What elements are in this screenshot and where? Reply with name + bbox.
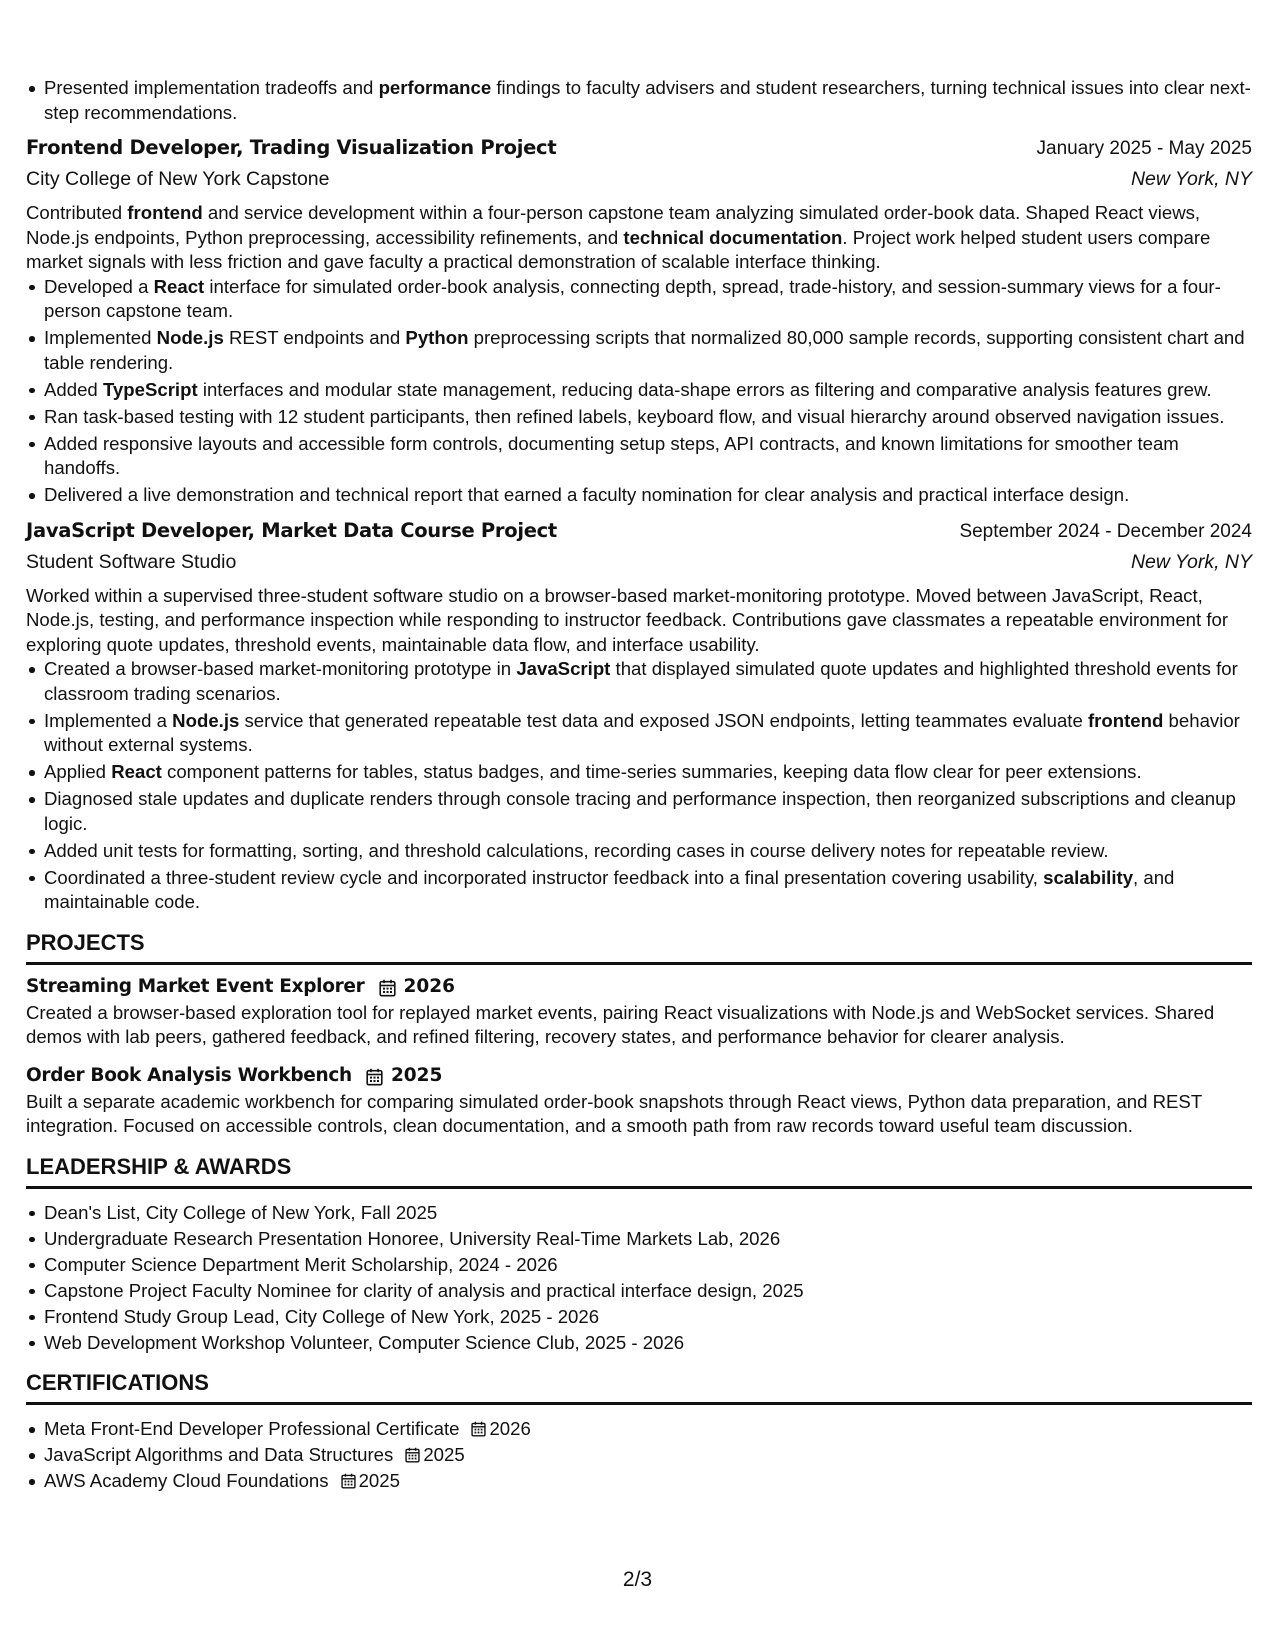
list-item: Delivered a live demonstration and technical report that earned a faculty nomination for clear analysis and practical interface design. [44, 483, 1252, 508]
certification-name: Meta Front-End Developer Professional Certificate [44, 1418, 460, 1439]
job-summary: Worked within a supervised three-student software studio on a browser-based market-monitoring prototype. Moved between JavaScript, React, Node.js, testing, and performance inspection while responding to instructor feedback. Contributions gave classmates a repeatable environment for exploring quote updates, threshold events, maintainable data flow, and interface usability. [26, 584, 1229, 655]
job-dates: September 2024 - December 2024 [959, 520, 1252, 542]
job-title: JavaScript Developer, Market Data Course Project [26, 518, 557, 542]
experience-entry [26, 136, 1252, 508]
calendar-icon [379, 979, 396, 997]
project-description: Created a browser-based exploration tool for replayed market events, pairing React visualizations with Node.js and WebSocket services. Shared demos with lab peers, gathered feedback, and refined filtering, recovery states, and performance behavior for clearer analysis. [26, 1001, 1215, 1047]
list-item: Added responsive layouts and accessible form controls, documenting setup steps, API contracts, and known limitations for smoother team handoffs. [44, 432, 1252, 481]
section-heading-projects: PROJECTS [26, 931, 1252, 965]
previous-job-bullets [26, 76, 1252, 125]
project-year: 2026 [403, 976, 456, 998]
list-item [44, 1469, 1252, 1494]
list-item: Created a browser-based market-monitoring prototype in JavaScript that displayed simulated quote updates and highlighted threshold events for classroom trading scenarios. [44, 657, 1252, 706]
job-location: New York, NY [1130, 168, 1252, 190]
list-item: Applied React component patterns for tables, status badges, and time-series summaries, keeping data flow clear for peer extensions. [44, 760, 1252, 785]
list-item: Undergraduate Research Presentation Honoree, University Real-Time Markets Lab, 2026 [44, 1227, 1252, 1252]
job-dates: January 2025 - May 2025 [1036, 138, 1252, 159]
job-location: New York, NY [1130, 550, 1252, 573]
list-item: Developed a React interface for simulated order-book analysis, connecting depth, spread, trade-history, and session-summary views for a four-person capstone team. [44, 275, 1252, 324]
calendar-icon [366, 1068, 383, 1086]
list-item: Coordinated a three-student review cycle and incorporated instructor feedback into a final presentation covering usability, scalability, and maintainable code. [44, 866, 1252, 915]
job-organization: Student Software Studio [26, 550, 237, 573]
calendar-icon [405, 1447, 420, 1463]
certification-year: 2026 [489, 1418, 531, 1439]
list-item: Dean's List, City College of New York, Fall 2025 [44, 1201, 1252, 1226]
project-entry [26, 975, 1252, 1050]
calendar-icon [341, 1473, 356, 1489]
list-item: Frontend Study Group Lead, City College of New York, 2025 - 2026 [44, 1305, 1252, 1330]
job-bullets [26, 275, 1252, 508]
list-item: Ran task-based testing with 12 student participants, then refined labels, keyboard flow, and visual hierarchy around observed navigation issues. [44, 405, 1252, 430]
list-item: Added TypeScript interfaces and modular state management, reducing data-shape errors as filtering and comparative analysis features grew. [44, 378, 1252, 403]
leadership-list [26, 1201, 1252, 1356]
certification-year: 2025 [358, 1470, 400, 1491]
list-item [44, 1417, 1252, 1442]
project-title: Order Book Analysis Workbench [26, 1065, 352, 1087]
job-title: Frontend Developer, Trading Visualization Project [26, 136, 557, 159]
project-year: 2025 [390, 1065, 443, 1087]
experience-entry [26, 519, 1252, 915]
list-item: Implemented a Node.js service that generated repeatable test data and exposed JSON endpoints, letting teammates evaluate frontend behavior without external systems. [44, 709, 1252, 758]
job-summary: Contributed frontend and service development within a four-person capstone team analyzing simulated order-book data. Shaped React views, Node.js endpoints, Python preprocessing, accessibility refinements, and technical documentation. Project work helped student users compare market signals with less friction and gave faculty a practical demonstration of scalable interface thinking. [26, 202, 1211, 272]
section-heading-leadership: LEADERSHIP & AWARDS [26, 1155, 1252, 1189]
job-bullets [26, 657, 1252, 915]
resume-page [26, 76, 1252, 1495]
certification-name: JavaScript Algorithms and Data Structures [44, 1444, 394, 1465]
list-item: Web Development Workshop Volunteer, Computer Science Club, 2025 - 2026 [44, 1331, 1252, 1356]
list-item: Added unit tests for formatting, sorting, and threshold calculations, recording cases in course delivery notes for repeatable review. [44, 839, 1252, 864]
certifications-list [26, 1417, 1252, 1494]
list-item: Capstone Project Faculty Nominee for clarity of analysis and practical interface design, 2025 [44, 1279, 1252, 1304]
list-item: Diagnosed stale updates and duplicate renders through console tracing and performance inspection, then reorganized subscriptions and cleanup logic. [44, 787, 1252, 836]
list-item: Computer Science Department Merit Scholarship, 2024 - 2026 [44, 1253, 1252, 1278]
project-description: Built a separate academic workbench for comparing simulated order-book snapshots through React views, Python data preparation, and REST integration. Focused on accessible controls, clean documentation, and a smooth path from raw records toward useful team discussion. [26, 1090, 1202, 1136]
project-title: Streaming Market Event Explorer [26, 976, 365, 998]
section-heading-certifications: CERTIFICATIONS [26, 1371, 1252, 1405]
list-item [44, 1443, 1252, 1468]
calendar-icon [471, 1421, 486, 1437]
certification-year: 2025 [423, 1444, 465, 1465]
list-item: Presented implementation tradeoffs and performance findings to faculty advisers and student researchers, turning technical issues into clear next-step recommendations. [44, 76, 1252, 125]
list-item: Implemented Node.js REST endpoints and Python preprocessing scripts that normalized 80,000 sample records, supporting consistent chart and table rendering. [44, 326, 1252, 375]
job-organization: City College of New York Capstone [26, 168, 330, 190]
project-entry [26, 1064, 1252, 1139]
page-number: 2/3 [622, 1568, 653, 1591]
certification-name: AWS Academy Cloud Foundations [44, 1470, 329, 1491]
